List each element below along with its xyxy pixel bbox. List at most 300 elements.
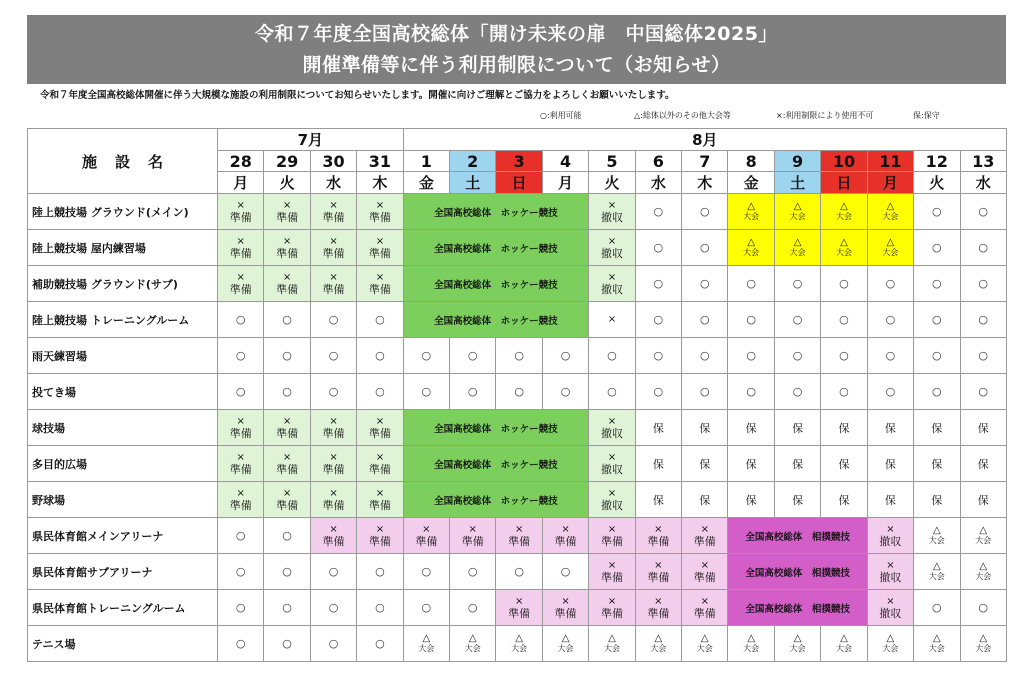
status-available: ○ xyxy=(264,554,310,590)
restricted-mark: × xyxy=(607,523,617,535)
preparation-label: 準備 xyxy=(368,462,391,476)
status-available: ○ xyxy=(960,374,1006,410)
status-available: ○ xyxy=(264,518,310,554)
restricted-mark: × xyxy=(700,595,709,607)
triangle-mark: △ xyxy=(793,633,802,644)
status-available: ○ xyxy=(960,590,1006,626)
status-maintenance: 保 xyxy=(821,410,867,446)
status-maintenance: 保 xyxy=(960,446,1006,482)
tournament-label: 大会 xyxy=(418,644,435,653)
status-available: ○ xyxy=(914,374,960,410)
status-available: ○ xyxy=(218,590,264,626)
restricted-mark: × xyxy=(468,523,477,535)
legend-restricted: ×:利用制限により使用不可 xyxy=(776,111,874,120)
tournament-label: 大会 xyxy=(743,212,760,221)
event-block: 全国高校総体 ホッケー競技 xyxy=(403,194,589,230)
status-preparation xyxy=(264,266,310,302)
facility-header: 施設名 xyxy=(28,129,218,194)
status-available: ○ xyxy=(682,194,728,230)
status-available: ○ xyxy=(450,590,496,626)
status-available: ○ xyxy=(589,374,635,410)
status-available: ○ xyxy=(403,554,449,590)
tournament-label: 大会 xyxy=(835,248,852,257)
status-maintenance: 保 xyxy=(635,446,681,482)
status-removal xyxy=(589,446,635,482)
tournament-label: 大会 xyxy=(650,644,667,653)
status-preparation xyxy=(682,518,728,554)
status-available: ○ xyxy=(867,338,913,374)
status-available: ○ xyxy=(774,374,820,410)
status-preparation xyxy=(310,518,356,554)
status-available: ○ xyxy=(264,590,310,626)
status-other-tournament xyxy=(589,626,635,662)
status-available: ○ xyxy=(218,518,264,554)
preparation-label: 準備 xyxy=(600,606,623,620)
status-maintenance: 保 xyxy=(774,410,820,446)
status-preparation xyxy=(218,194,264,230)
status-preparation xyxy=(496,590,542,626)
status-preparation xyxy=(682,554,728,590)
triangle-mark: △ xyxy=(654,633,663,644)
status-available: ○ xyxy=(403,590,449,626)
status-preparation xyxy=(310,446,356,482)
restricted-mark: × xyxy=(607,487,617,499)
date-cell: 7 xyxy=(682,151,728,172)
status-available: ○ xyxy=(450,338,496,374)
status-preparation xyxy=(357,194,403,230)
date-cell: 30 xyxy=(310,151,356,172)
status-available: ○ xyxy=(496,338,542,374)
status-available: ○ xyxy=(635,302,681,338)
status-preparation xyxy=(357,446,403,482)
preparation-label: 準備 xyxy=(647,534,670,548)
status-preparation xyxy=(310,194,356,230)
status-available: ○ xyxy=(218,338,264,374)
removal-label: 撤収 xyxy=(879,570,902,584)
weekday-cell: 金 xyxy=(728,172,774,194)
tournament-label: 大会 xyxy=(882,248,899,257)
removal-label: 撤収 xyxy=(879,606,902,620)
status-maintenance: 保 xyxy=(821,482,867,518)
status-preparation xyxy=(218,446,264,482)
status-other-tournament xyxy=(867,626,913,662)
preparation-label: 準備 xyxy=(461,534,484,548)
restricted-mark: × xyxy=(236,415,245,427)
status-available: ○ xyxy=(821,266,867,302)
status-available: ○ xyxy=(357,590,403,626)
status-available: ○ xyxy=(403,374,449,410)
tournament-label: 大会 xyxy=(603,644,620,653)
status-available: ○ xyxy=(635,230,681,266)
tournament-label: 大会 xyxy=(928,572,945,581)
triangle-mark: △ xyxy=(515,633,523,644)
removal-label: 撤収 xyxy=(600,498,623,512)
weekday-cell: 水 xyxy=(635,172,681,194)
preparation-label: 準備 xyxy=(600,570,623,584)
restricted-mark: × xyxy=(329,523,338,535)
date-cell: 31 xyxy=(357,151,403,172)
status-preparation xyxy=(589,590,635,626)
facility-row xyxy=(28,626,1007,662)
tournament-label: 大会 xyxy=(835,644,852,653)
event-block: 全国高校総体 ホッケー競技 xyxy=(403,446,589,482)
status-removal xyxy=(589,266,635,302)
restricted-mark: × xyxy=(329,271,338,283)
facility-row xyxy=(28,374,1007,410)
facility-row xyxy=(28,554,1007,590)
weekday-cell: 木 xyxy=(357,172,403,194)
status-available: ○ xyxy=(357,554,403,590)
status-maintenance: 保 xyxy=(914,446,960,482)
restricted-mark: × xyxy=(654,559,663,571)
removal-label: 撤収 xyxy=(600,282,623,296)
status-other-tournament xyxy=(914,626,960,662)
weekday-cell: 土 xyxy=(774,172,820,194)
tournament-label: 大会 xyxy=(882,644,899,653)
weekday-cell: 金 xyxy=(403,172,449,194)
triangle-mark: △ xyxy=(608,633,616,644)
status-maintenance: 保 xyxy=(960,410,1006,446)
date-cell: 2 xyxy=(450,151,496,172)
preparation-label: 準備 xyxy=(554,606,577,620)
status-available: ○ xyxy=(357,374,403,410)
restricted-mark: × xyxy=(329,451,338,463)
removal-label: 撤収 xyxy=(879,534,902,548)
status-removal xyxy=(867,518,913,554)
restricted-mark: × xyxy=(700,523,709,535)
triangle-mark: △ xyxy=(561,633,570,644)
facility-name: 県民体育館サブアリーナ xyxy=(28,554,218,590)
status-available: ○ xyxy=(310,590,356,626)
restricted-mark: × xyxy=(422,523,431,535)
restricted-mark: × xyxy=(700,559,709,571)
status-available: ○ xyxy=(774,338,820,374)
tournament-label: 大会 xyxy=(882,212,899,221)
restricted-mark: × xyxy=(236,235,245,247)
status-preparation xyxy=(310,230,356,266)
status-available: ○ xyxy=(728,374,774,410)
status-available: ○ xyxy=(914,338,960,374)
tournament-label: 大会 xyxy=(835,212,852,221)
status-available: ○ xyxy=(450,554,496,590)
status-available: ○ xyxy=(682,338,728,374)
status-available: ○ xyxy=(682,230,728,266)
status-other-tournament xyxy=(635,626,681,662)
preparation-label: 準備 xyxy=(276,426,299,440)
facility-row xyxy=(28,410,1007,446)
status-maintenance: 保 xyxy=(728,446,774,482)
status-available: ○ xyxy=(960,338,1006,374)
weekday-cell: 日 xyxy=(496,172,542,194)
status-preparation xyxy=(310,482,356,518)
status-available: ○ xyxy=(867,266,913,302)
status-removal xyxy=(589,410,635,446)
preparation-label: 準備 xyxy=(276,246,299,260)
preparation-label: 準備 xyxy=(322,282,345,296)
tournament-label: 大会 xyxy=(789,212,806,221)
facility-row xyxy=(28,338,1007,374)
status-available: ○ xyxy=(310,338,356,374)
status-preparation xyxy=(635,554,681,590)
status-available: ○ xyxy=(682,302,728,338)
status-available: ○ xyxy=(496,554,542,590)
triangle-mark: △ xyxy=(747,237,756,248)
status-available: ○ xyxy=(682,374,728,410)
status-preparation xyxy=(635,590,681,626)
status-available: ○ xyxy=(264,338,310,374)
restricted-mark: × xyxy=(282,235,292,247)
status-preparation xyxy=(357,482,403,518)
status-available: ○ xyxy=(310,626,356,662)
date-cell: 28 xyxy=(218,151,264,172)
preparation-label: 準備 xyxy=(693,570,716,584)
facility-name: 投てき場 xyxy=(28,374,218,410)
status-preparation xyxy=(496,518,542,554)
preparation-label: 準備 xyxy=(693,606,716,620)
status-maintenance: 保 xyxy=(774,446,820,482)
restricted-mark: × xyxy=(236,487,245,499)
status-preparation xyxy=(542,518,588,554)
preparation-label: 準備 xyxy=(693,534,716,548)
restricted-mark: × xyxy=(607,314,617,325)
preparation-label: 準備 xyxy=(229,498,252,512)
status-available: ○ xyxy=(960,302,1006,338)
triangle-mark: △ xyxy=(840,237,848,248)
tournament-label: 大会 xyxy=(789,644,806,653)
status-available: ○ xyxy=(218,554,264,590)
facility-row xyxy=(28,266,1007,302)
preparation-label: 準備 xyxy=(322,210,345,224)
status-preparation xyxy=(264,446,310,482)
triangle-mark: △ xyxy=(840,201,848,212)
status-available: ○ xyxy=(264,626,310,662)
facility-name: 野球場 xyxy=(28,482,218,518)
status-maintenance: 保 xyxy=(635,410,681,446)
restricted-mark: × xyxy=(375,487,385,499)
status-available: ○ xyxy=(635,266,681,302)
event-block: 全国高校総体 ホッケー競技 xyxy=(403,302,589,338)
event-block: 全国高校総体 ホッケー競技 xyxy=(403,230,589,266)
status-available: ○ xyxy=(450,374,496,410)
preparation-label: 準備 xyxy=(276,498,299,512)
status-other-tournament xyxy=(960,518,1006,554)
status-maintenance: 保 xyxy=(821,446,867,482)
triangle-mark: △ xyxy=(886,633,895,644)
legend-other-event: △:総体以外のその他大会等 xyxy=(634,111,731,120)
date-cell: 10 xyxy=(821,151,867,172)
status-available: ○ xyxy=(914,302,960,338)
removal-label: 撤収 xyxy=(600,246,623,260)
facility-name: 県民体育館トレーニングルーム xyxy=(28,590,218,626)
status-maintenance: 保 xyxy=(914,482,960,518)
preparation-label: 準備 xyxy=(368,534,391,548)
title-banner xyxy=(27,15,1006,84)
status-removal xyxy=(589,230,635,266)
preparation-label: 準備 xyxy=(276,210,299,224)
status-maintenance: 保 xyxy=(867,410,913,446)
restricted-mark: × xyxy=(329,487,338,499)
preparation-label: 準備 xyxy=(647,570,670,584)
preparation-label: 準備 xyxy=(554,534,577,548)
page-subtitle: 開催準備等に伴う利用制限について（お知らせ） xyxy=(302,54,731,76)
facility-row xyxy=(28,482,1007,518)
status-other-tournament xyxy=(450,626,496,662)
tournament-label: 大会 xyxy=(975,572,992,581)
restricted-mark: × xyxy=(236,271,245,283)
status-preparation xyxy=(218,410,264,446)
date-cell: 12 xyxy=(914,151,960,172)
status-preparation xyxy=(264,194,310,230)
weekday-cell: 水 xyxy=(310,172,356,194)
preparation-label: 準備 xyxy=(276,462,299,476)
status-other-tournament xyxy=(914,554,960,590)
weekday-cell: 火 xyxy=(264,172,310,194)
removal-label: 撤収 xyxy=(600,426,623,440)
preparation-label: 準備 xyxy=(368,210,391,224)
status-other-tournament xyxy=(496,626,542,662)
status-preparation xyxy=(357,230,403,266)
weekday-cell: 火 xyxy=(914,172,960,194)
preparation-label: 準備 xyxy=(229,282,252,296)
triangle-mark: △ xyxy=(979,561,988,572)
restricted-mark: × xyxy=(654,595,663,607)
triangle-mark: △ xyxy=(979,633,988,644)
restricted-mark: × xyxy=(375,415,385,427)
restricted-mark: × xyxy=(375,271,385,283)
status-removal xyxy=(867,554,913,590)
status-maintenance: 保 xyxy=(682,410,728,446)
status-other-tournament xyxy=(867,194,913,230)
tournament-label: 大会 xyxy=(511,644,528,653)
restricted-mark: × xyxy=(607,451,617,463)
preparation-label: 準備 xyxy=(368,498,391,512)
triangle-mark: △ xyxy=(700,633,709,644)
status-other-tournament xyxy=(774,230,820,266)
status-preparation xyxy=(264,482,310,518)
status-available: ○ xyxy=(218,374,264,410)
event-block: 全国高校総体 相撲競技 xyxy=(728,590,867,626)
status-available: ○ xyxy=(310,302,356,338)
removal-label: 撤収 xyxy=(600,462,623,476)
restricted-mark: × xyxy=(561,595,570,607)
status-preparation xyxy=(218,482,264,518)
status-preparation xyxy=(218,266,264,302)
facility-row xyxy=(28,518,1007,554)
triangle-mark: △ xyxy=(886,201,895,212)
restricted-mark: × xyxy=(514,595,524,607)
preparation-label: 準備 xyxy=(322,534,345,548)
date-cell: 6 xyxy=(635,151,681,172)
restricted-mark: × xyxy=(236,199,245,211)
status-available: ○ xyxy=(867,374,913,410)
restricted-mark: × xyxy=(375,523,385,535)
status-preparation xyxy=(310,410,356,446)
weekday-cell: 月 xyxy=(218,172,264,194)
weekday-cell: 月 xyxy=(867,172,913,194)
preparation-label: 準備 xyxy=(322,426,345,440)
status-maintenance: 保 xyxy=(728,410,774,446)
facility-row xyxy=(28,446,1007,482)
status-available: ○ xyxy=(960,230,1006,266)
status-available: ○ xyxy=(914,266,960,302)
date-cell: 11 xyxy=(867,151,913,172)
preparation-label: 準備 xyxy=(600,534,623,548)
preparation-label: 準備 xyxy=(508,534,531,548)
status-available: ○ xyxy=(264,374,310,410)
month-header: 8月 xyxy=(403,129,1006,151)
status-preparation xyxy=(403,518,449,554)
status-available: ○ xyxy=(774,302,820,338)
status-available: ○ xyxy=(867,302,913,338)
legend-maintenance: 保:保守 xyxy=(913,111,940,120)
triangle-mark: △ xyxy=(793,237,802,248)
facility-name: 球技場 xyxy=(28,410,218,446)
status-preparation xyxy=(264,410,310,446)
status-removal xyxy=(589,194,635,230)
preparation-label: 準備 xyxy=(322,462,345,476)
restricted-mark: × xyxy=(375,199,385,211)
preparation-label: 準備 xyxy=(368,246,391,260)
facility-row xyxy=(28,302,1007,338)
status-maintenance: 保 xyxy=(914,410,960,446)
status-other-tournament xyxy=(542,626,588,662)
status-other-tournament xyxy=(682,626,728,662)
status-other-tournament xyxy=(821,194,867,230)
restricted-mark: × xyxy=(514,523,524,535)
facility-name: 多目的広場 xyxy=(28,446,218,482)
legend xyxy=(0,110,1024,124)
triangle-mark: △ xyxy=(932,561,941,572)
status-available: ○ xyxy=(218,302,264,338)
status-available: ○ xyxy=(635,194,681,230)
triangle-mark: △ xyxy=(979,525,988,536)
status-preparation xyxy=(357,518,403,554)
notice-text: 令和７年度全国高校総体開催に伴う大規模な施設の利用制限についてお知らせいたします。開催に向けご理解とご協力をよろしくお願いいたします。 xyxy=(40,90,675,101)
status-available: ○ xyxy=(728,266,774,302)
event-block: 全国高校総体 ホッケー競技 xyxy=(403,482,589,518)
restricted-mark: × xyxy=(375,451,385,463)
status-available: ○ xyxy=(635,338,681,374)
triangle-mark: △ xyxy=(747,201,756,212)
event-block: 全国高校総体 ホッケー競技 xyxy=(403,266,589,302)
restricted-mark: × xyxy=(282,199,292,211)
status-available: ○ xyxy=(357,302,403,338)
status-preparation xyxy=(357,266,403,302)
restricted-mark: × xyxy=(607,235,617,247)
status-preparation xyxy=(589,554,635,590)
restricted-mark: × xyxy=(282,271,292,283)
triangle-mark: △ xyxy=(932,525,941,536)
status-maintenance: 保 xyxy=(867,446,913,482)
status-preparation xyxy=(635,518,681,554)
restricted-mark: × xyxy=(886,523,895,535)
status-available: ○ xyxy=(542,554,588,590)
status-available: ○ xyxy=(496,374,542,410)
preparation-label: 準備 xyxy=(229,246,252,260)
weekday-cell: 日 xyxy=(821,172,867,194)
status-other-tournament xyxy=(774,626,820,662)
status-available: ○ xyxy=(914,590,960,626)
weekday-cell: 水 xyxy=(960,172,1006,194)
restricted-mark: × xyxy=(282,451,292,463)
tournament-label: 大会 xyxy=(696,644,713,653)
status-other-tournament xyxy=(960,554,1006,590)
status-available: ○ xyxy=(542,338,588,374)
triangle-mark: △ xyxy=(468,633,477,644)
date-cell: 4 xyxy=(542,151,588,172)
status-other-tournament xyxy=(774,194,820,230)
status-other-tournament xyxy=(728,230,774,266)
